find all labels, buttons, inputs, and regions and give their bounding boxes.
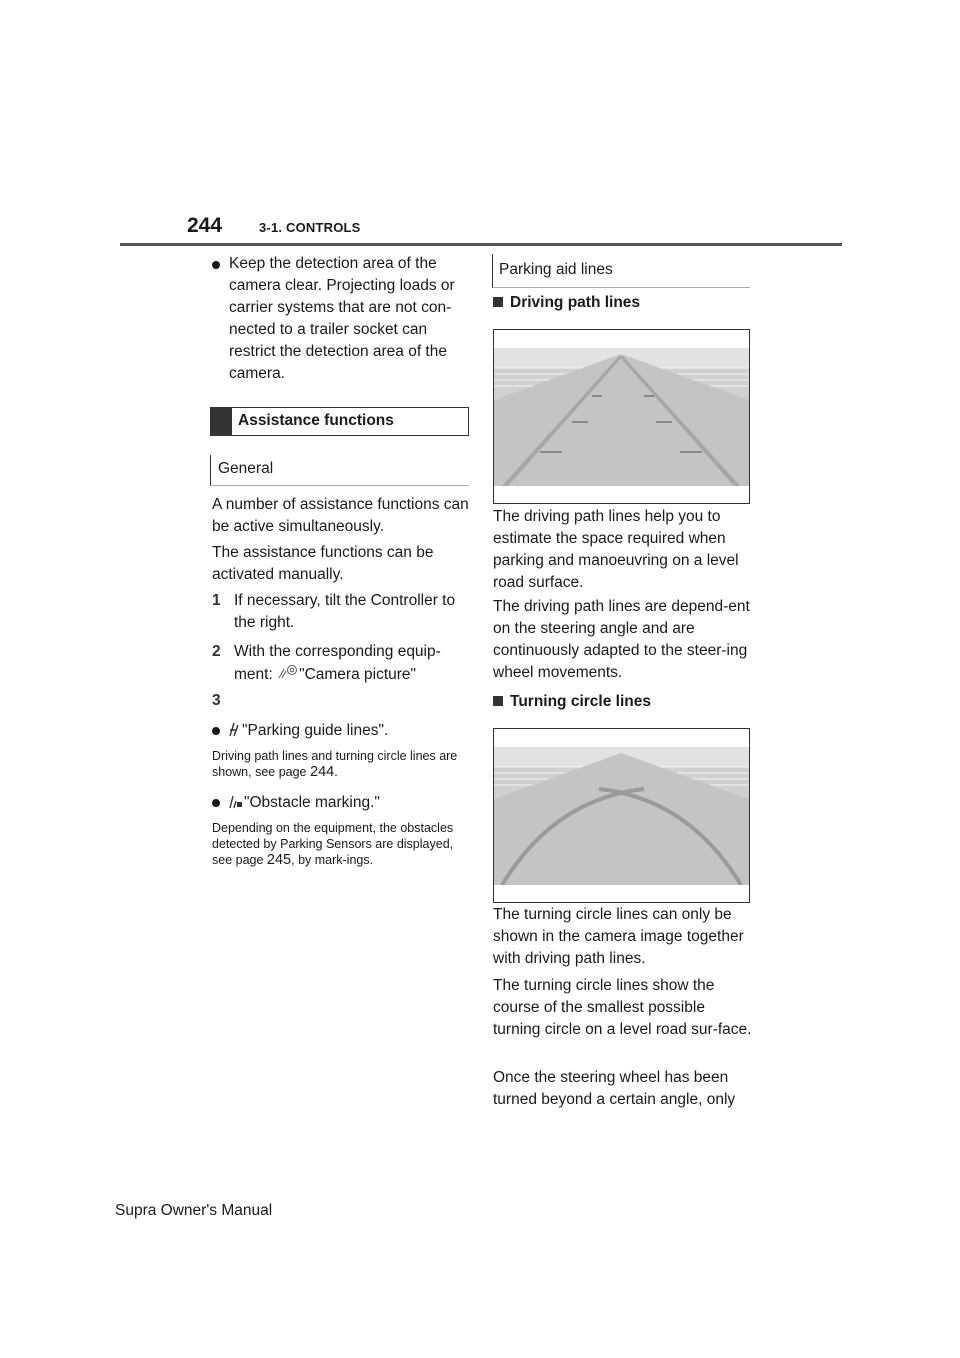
- general-heading: [210, 455, 469, 486]
- page-number: 244: [187, 214, 223, 237]
- bullet-dot: [212, 261, 220, 269]
- note-body: Driving path lines and turning circle lines are shown, see page: [212, 749, 458, 779]
- driving-path-figure: [493, 329, 750, 504]
- bullet-dot: [212, 727, 220, 735]
- parking-guide-lines-icon: [228, 721, 242, 737]
- note-body: Depending on the equipment, the obstacles detected by Parking Sensors are displayed, see page: [212, 821, 454, 867]
- bullet-text: Keep the detection area of the camera clear. Projecting loads or carrier systems that are not con-nected to a trailer socket can restrict the detection area of the camera.: [229, 255, 455, 382]
- section-title: 3-1. CONTROLS: [259, 220, 361, 235]
- footer-text: Supra Owner's Manual: [115, 1202, 273, 1219]
- paragraph: The driving path lines help you to estimate the space required when parking and manoeuvring on a level road surface.: [493, 508, 739, 591]
- paragraph: The turning circle lines can only be shown in the camera image together with driving path lines.: [493, 906, 744, 967]
- turning-circle-figure: [493, 728, 750, 903]
- step-number: 3: [212, 692, 221, 709]
- step-number: 2: [212, 643, 221, 660]
- obstacle-marking-icon: [228, 793, 244, 809]
- note-text: [212, 820, 470, 868]
- note-body-end: , by mark-ings.: [291, 853, 374, 867]
- paragraph: The driving path lines are depend-ent on the steering angle and are continuously adapted to the steer-ing wheel movements.: [493, 598, 750, 681]
- driving-path-heading: [493, 294, 640, 312]
- parking-aid-lines-heading: [492, 254, 750, 288]
- option-label: "Obstacle marking.": [244, 794, 380, 811]
- heading-label: General: [218, 460, 274, 477]
- bullet-dot: [212, 799, 220, 807]
- camera-picture-icon: [277, 663, 299, 681]
- paragraph: The assistance functions can be activated manually.: [212, 544, 434, 583]
- note-text: Driving path lines and turning circle lines are shown, see page 244.: [212, 749, 458, 780]
- driving-path-illustration: [494, 330, 749, 503]
- step-number: 1: [212, 592, 221, 609]
- assistance-functions-heading: [210, 407, 469, 436]
- header-rule: [120, 243, 842, 246]
- page-reference[interactable]: 245: [266, 852, 292, 868]
- heading-label: Assistance functions: [238, 412, 394, 429]
- square-marker: [493, 297, 503, 307]
- step-text: With the corresponding equip-ment:: [234, 643, 441, 683]
- page-reference[interactable]: 244: [310, 764, 335, 780]
- camera-picture-label: "Camera picture": [299, 666, 417, 683]
- paragraph: A number of assistance functions can be active simultaneously.: [212, 496, 469, 535]
- square-marker: [493, 696, 503, 706]
- turning-circle-illustration: [494, 729, 749, 902]
- paragraph: The turning circle lines show the course of the smallest possible turning circle on a level road sur-face.: [493, 977, 752, 1038]
- heading-bar: [211, 408, 232, 435]
- paragraph: Once the steering wheel has been turned beyond a certain angle, only: [493, 1069, 736, 1108]
- heading-label: Turning circle lines: [510, 693, 651, 710]
- turning-circle-heading: [493, 693, 651, 711]
- step-text: If necessary, tilt the Controller to the right.: [234, 592, 456, 631]
- heading-label: Parking aid lines: [499, 261, 613, 278]
- heading-label: Driving path lines: [510, 294, 641, 311]
- option-label: "Parking guide lines".: [242, 722, 389, 739]
